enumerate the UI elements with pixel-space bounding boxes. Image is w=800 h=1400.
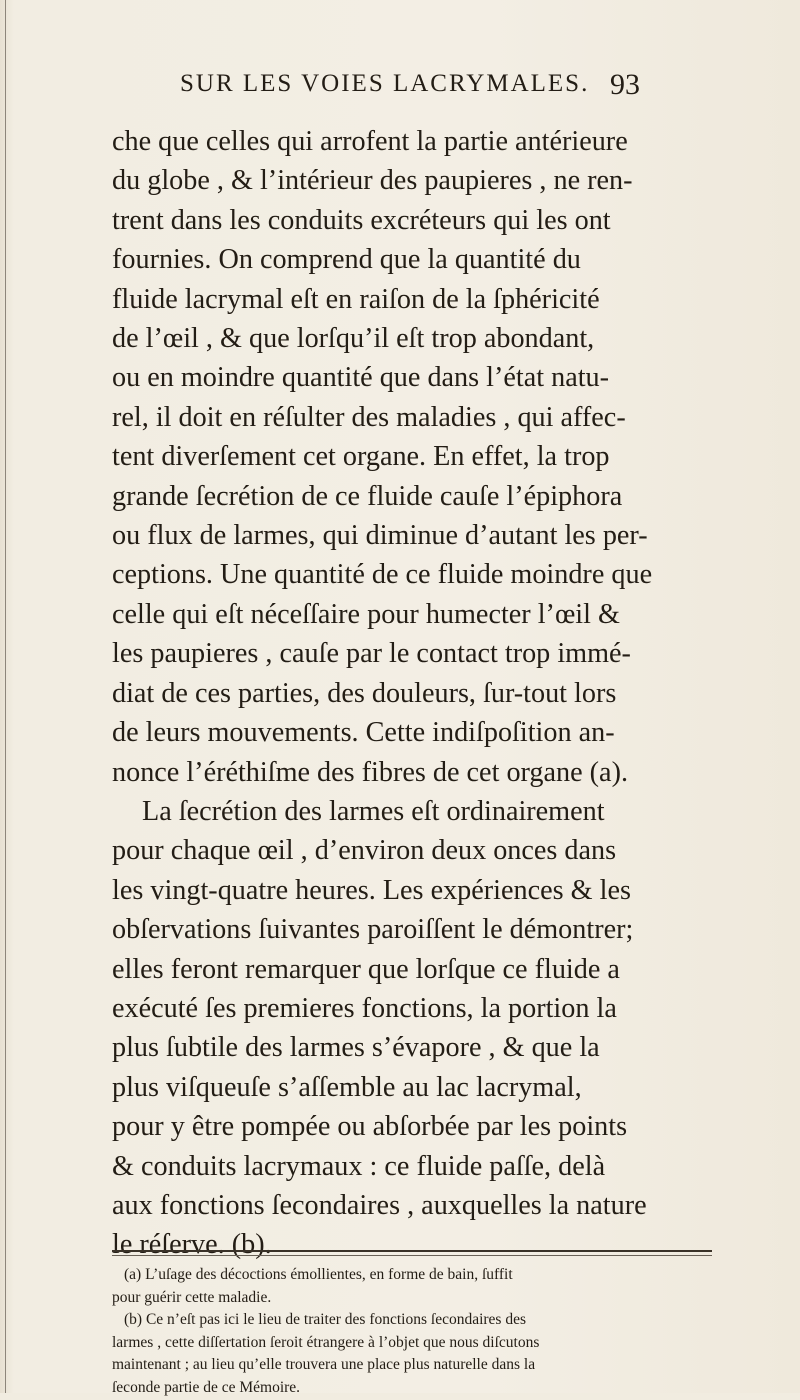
- text-line: les vingt-quatre heures. Les expériences & les: [112, 874, 631, 906]
- text-line: le réſerve. (b).: [112, 1229, 272, 1261]
- text-line: de l’œil , & que lorſqu’il eſt trop abondant,: [112, 323, 595, 355]
- text-line: elles feront remarquer que lorſque ce fluide a: [112, 953, 620, 985]
- footnote-line: (a) L’uſage des décoctions émollientes, en forme de bain, ſuffit: [124, 1266, 513, 1283]
- text-line: rel, il doit en réſulter des maladies , qui affec-: [112, 401, 626, 433]
- text-line: & conduits lacrymaux : ce fluide paſſe, delà: [112, 1150, 606, 1182]
- text-line: nonce l’éréthiſme des fibres de cet organe (a).: [112, 756, 629, 788]
- text-line: ou en moindre quantité que dans l’état natu-: [112, 362, 610, 394]
- footnote-line: maintenant ; au lieu qu’elle trouvera une place plus naturelle dans la: [112, 1356, 536, 1374]
- text-line: celle qui eſt néceſſaire pour humecter l’œil &: [112, 598, 620, 630]
- page-number: 93: [610, 68, 640, 101]
- text-line: de leurs mouvements. Cette indiſpoſition an-: [112, 717, 615, 749]
- text-line: ceptions. Une quantité de ce fluide moindre que: [112, 559, 653, 591]
- running-head: SUR LES VOIES LACRYMALES.: [180, 70, 590, 97]
- text-line: tent diverſement cet organe. En effet, la trop: [112, 441, 610, 473]
- text-line: trent dans les conduits excréteurs qui les ont: [112, 204, 611, 236]
- footnote-divider: [112, 1250, 712, 1256]
- text-line: obſervations ſuivantes paroiſſent le démontrer;: [112, 914, 634, 946]
- text-line: La ſecrétion des larmes eſt ordinairement: [142, 795, 605, 827]
- text-line: les paupieres , cauſe par le contact trop immé-: [112, 638, 631, 670]
- page-edge-shadow: [5, 0, 6, 1393]
- footnote-line: ſeconde partie de ce Mémoire.: [112, 1378, 301, 1396]
- text-line: fluide lacrymal eſt en raiſon de la ſphéricité: [112, 283, 600, 315]
- text-line: grande ſecrétion de ce fluide cauſe l’épiphora: [112, 480, 623, 512]
- text-line: plus ſubtile des larmes s’évapore , & que la: [112, 1032, 600, 1064]
- text-line: ou flux de larmes, qui diminue d’autant les per-: [112, 520, 648, 552]
- text-line: fournies. On comprend que la quantité du: [112, 244, 581, 276]
- page-header: [0, 64, 800, 108]
- main-text: [112, 122, 712, 1265]
- footnote-line: larmes , cette diſſertation ſeroit étrangere à l’objet que nous diſcutons: [112, 1333, 540, 1351]
- text-line: pour chaque œil , d’environ deux onces dans: [112, 835, 617, 867]
- text-line: exécuté ſes premieres fonctions, la portion la: [112, 992, 617, 1024]
- footnote-line: (b) Ce n’eſt pas ici le lieu de traiter des fonctions ſecondaires des: [124, 1311, 526, 1329]
- footnote-line: pour guérir cette maladie.: [112, 1288, 272, 1306]
- text-line: du globe , & l’intérieur des paupieres , ne ren-: [112, 165, 633, 197]
- text-line: diat de ces parties, des douleurs, ſur-tout lors: [112, 677, 617, 709]
- text-line: plus viſqueuſe s’aſſemble au lac lacrymal,: [112, 1071, 582, 1103]
- text-line: pour y être pompée ou abſorbée par les points: [112, 1111, 628, 1143]
- text-line: aux fonctions ſecondaires , auxquelles la nature: [112, 1189, 647, 1221]
- text-line: che que celles qui arrofent la partie antérieure: [112, 126, 628, 157]
- footnotes: [112, 1264, 712, 1400]
